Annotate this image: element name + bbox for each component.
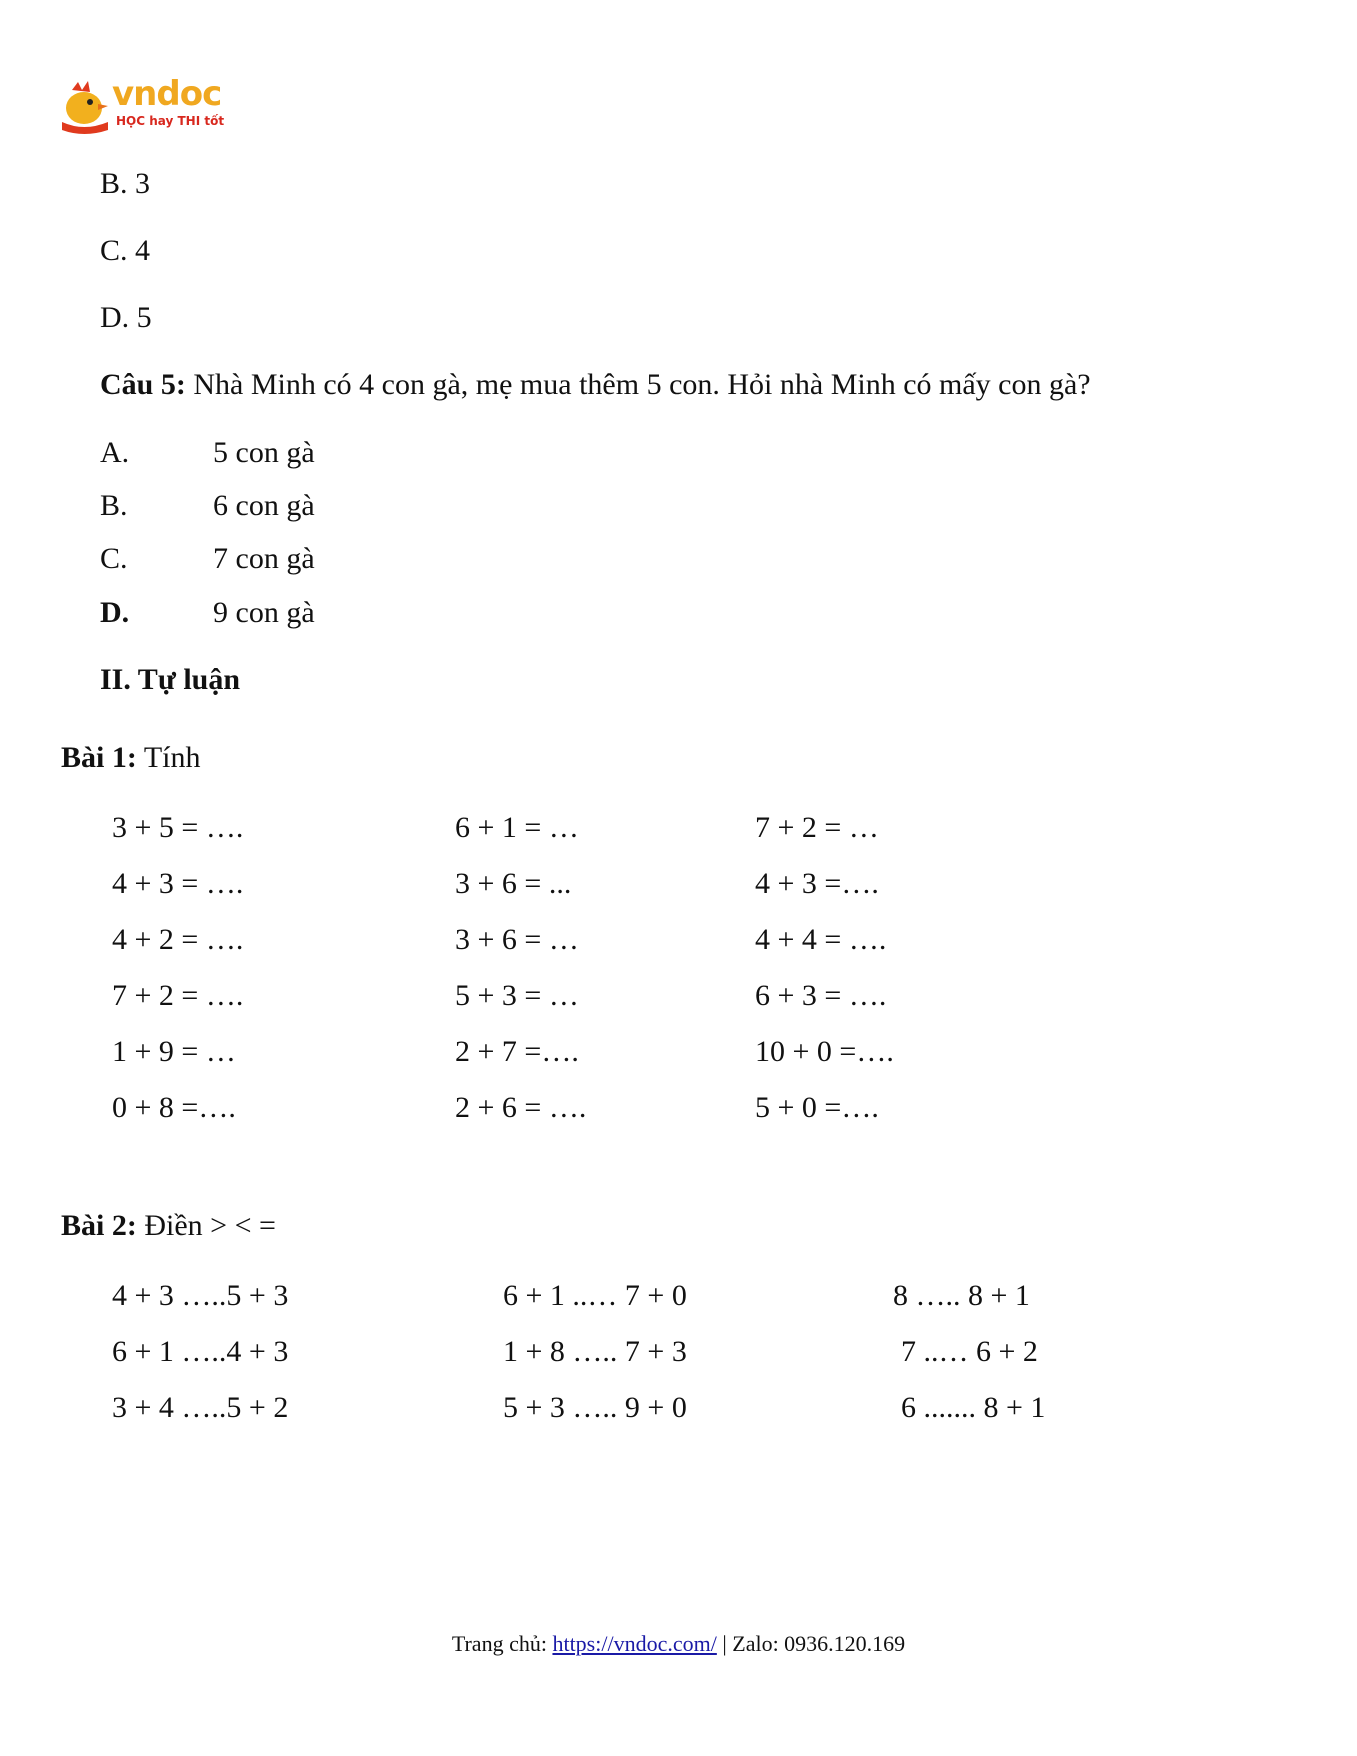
q5-option-d-letter: D. bbox=[100, 596, 130, 629]
calc-item: 10 + 0 =…. bbox=[755, 1035, 894, 1068]
calc-item: 3 + 6 = ... bbox=[455, 867, 572, 900]
compare-item: 6 + 1 ..… 7 + 0 bbox=[503, 1279, 687, 1312]
compare-item: 8 ….. 8 + 1 bbox=[893, 1279, 1030, 1312]
q5-option-c-text: 7 con gà bbox=[213, 542, 315, 575]
calc-item: 0 + 8 =…. bbox=[112, 1091, 236, 1124]
calc-item: 4 + 3 = …. bbox=[112, 867, 244, 900]
exercise-2-prefix: Bài 2: bbox=[61, 1209, 137, 1242]
compare-item: 1 + 8 ….. 7 + 3 bbox=[503, 1335, 687, 1368]
calc-item: 6 + 1 = … bbox=[455, 811, 579, 844]
calc-item: 5 + 3 = … bbox=[455, 979, 579, 1012]
exercise-1-prefix: Bài 1: bbox=[61, 741, 137, 774]
logo-slogan: HỌC hay THI tốt bbox=[116, 114, 225, 128]
calc-item: 7 + 2 = … bbox=[755, 811, 879, 844]
calc-item: 2 + 6 = …. bbox=[455, 1091, 587, 1124]
calc-item: 5 + 0 =…. bbox=[755, 1091, 879, 1124]
footer-zalo: Zalo: 0936.120.169 bbox=[732, 1631, 906, 1656]
q5-option-d-text: 9 con gà bbox=[213, 596, 315, 629]
q5-option-a-text: 5 con gà bbox=[213, 436, 315, 469]
calc-item: 3 + 5 = …. bbox=[112, 811, 244, 844]
section-title: II. Tự luận bbox=[100, 663, 241, 696]
logo-wordmark: vndoc bbox=[112, 74, 222, 114]
q5-option-a-letter: A. bbox=[100, 436, 130, 469]
vndoc-logo bbox=[58, 74, 238, 134]
footer-separator: | bbox=[722, 1631, 727, 1656]
calc-item: 2 + 7 =…. bbox=[455, 1035, 579, 1068]
calc-item: 1 + 9 = … bbox=[112, 1035, 236, 1068]
compare-item: 5 + 3 ….. 9 + 0 bbox=[503, 1391, 687, 1424]
exercise-1-title: Tính bbox=[143, 741, 201, 774]
question-5 bbox=[100, 367, 1091, 403]
calc-item: 6 + 3 = …. bbox=[755, 979, 887, 1012]
calc-item: 4 + 4 = …. bbox=[755, 923, 887, 956]
compare-item: 6 + 1 …..4 + 3 bbox=[112, 1335, 289, 1368]
question-5-prefix: Câu 5: bbox=[100, 368, 186, 401]
footer-home-link[interactable]: https://vndoc.com/ bbox=[552, 1631, 717, 1656]
compare-item: 7 ..… 6 + 2 bbox=[901, 1335, 1038, 1368]
footer-home-label: Trang chủ: bbox=[451, 1631, 547, 1656]
exercise-1-heading bbox=[61, 740, 200, 776]
q5-option-c-letter: C. bbox=[100, 542, 128, 575]
compare-item: 3 + 4 …..5 + 2 bbox=[112, 1391, 289, 1424]
q4-option-b: B. 3 bbox=[100, 167, 151, 200]
q5-option-b-letter: B. bbox=[100, 489, 128, 522]
compare-item: 4 + 3 …..5 + 3 bbox=[112, 1279, 289, 1312]
compare-item: 6 ....... 8 + 1 bbox=[901, 1391, 1046, 1424]
q4-option-c: C. 4 bbox=[100, 234, 151, 267]
question-5-text: Nhà Minh có 4 con gà, mẹ mua thêm 5 con. Hỏi nhà Minh có mấy con gà? bbox=[193, 368, 1091, 401]
exercise-2-title: Điền > < = bbox=[144, 1209, 276, 1242]
page-footer bbox=[0, 1630, 1357, 1658]
calc-item: 7 + 2 = …. bbox=[112, 979, 244, 1012]
exercise-2-heading bbox=[61, 1208, 276, 1244]
calc-item: 4 + 2 = …. bbox=[112, 923, 244, 956]
calc-item: 4 + 3 =…. bbox=[755, 867, 879, 900]
q5-option-b-text: 6 con gà bbox=[213, 489, 315, 522]
calc-item: 3 + 6 = … bbox=[455, 923, 579, 956]
q4-option-d: D. 5 bbox=[100, 301, 152, 334]
